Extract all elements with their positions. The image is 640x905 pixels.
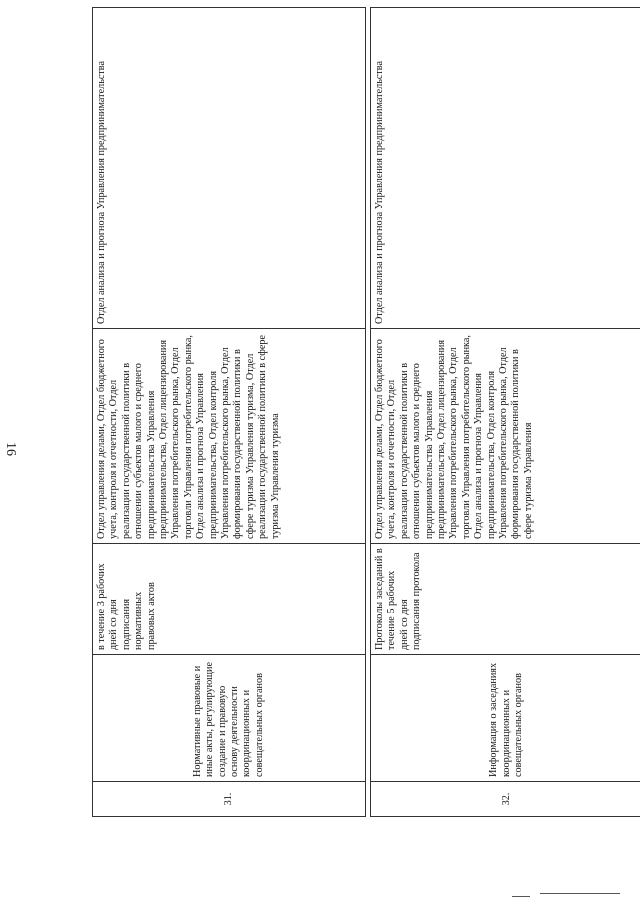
table-row (93, 8, 366, 817)
footer-rule (540, 893, 620, 894)
document-table-row-31 (92, 7, 366, 817)
rotated-table-block-32 (370, 53, 638, 817)
row-number-cell: 32. (371, 782, 640, 817)
row-number-cell: 31. (93, 782, 366, 817)
document-table-row-32 (370, 7, 640, 817)
coexecutor-cell: Отдел анализа и прогноза Управления предпринимательства (371, 8, 640, 329)
coexecutor-cell: Отдел анализа и прогноза Управления предпринимательства (93, 8, 366, 329)
rotated-table-block-31 (92, 53, 370, 817)
footer-rule-short (512, 896, 530, 897)
responsible-cell: Отдел управления делами, Отдел бюджетного учета, контроля и отчетности, Отдел реализации государственной политики в отношении субъектов малого и среднего предпринимательства Управления предпринимательства, Отдел лицензирования Управления потребительского рынка, Отдел торговли Управления потребительского рынка, Отдел анализа и прогноза Управления предпринимательства, Отдел контроля Управления потребительского рынка, Отдел формирования государственной политики в сфере туризма Управления туризма, Отдел реализации государственной политики в сфере туризма Управления туризма (93, 329, 366, 544)
page-number: 16 (3, 442, 18, 456)
info-name-cell: Информация о заседаниях координационных и совещательных органов (371, 655, 640, 782)
info-name-cell: Нормативные правовые и иные акты, регулирующие создание и правовую основу деятельности координационных и совещательных органов (93, 655, 366, 782)
deadline-cell: Протоколы заседаний в течение 5 рабочих дней со дня подписания протокола (371, 544, 640, 655)
deadline-cell: в течение 3 рабочих дней со дня подписания нормативных правовых актов (93, 544, 366, 655)
table-row (371, 8, 640, 817)
responsible-cell: Отдел управления делами, Отдел бюджетного учета, контроля и отчетности, Отдел реализации государственной политики в отношении субъектов малого и среднего предпринимательства Управления предпринимательства, Отдел лицензирования Управления потребительского рынка, Отдел торговли Управления потребительского рынка, Отдел анализа и прогноза Управления предпринимательства, Отдел контроля Управления потребительского рынка, Отдел формирования государственной политики в сфере туризма Управления (371, 329, 640, 544)
